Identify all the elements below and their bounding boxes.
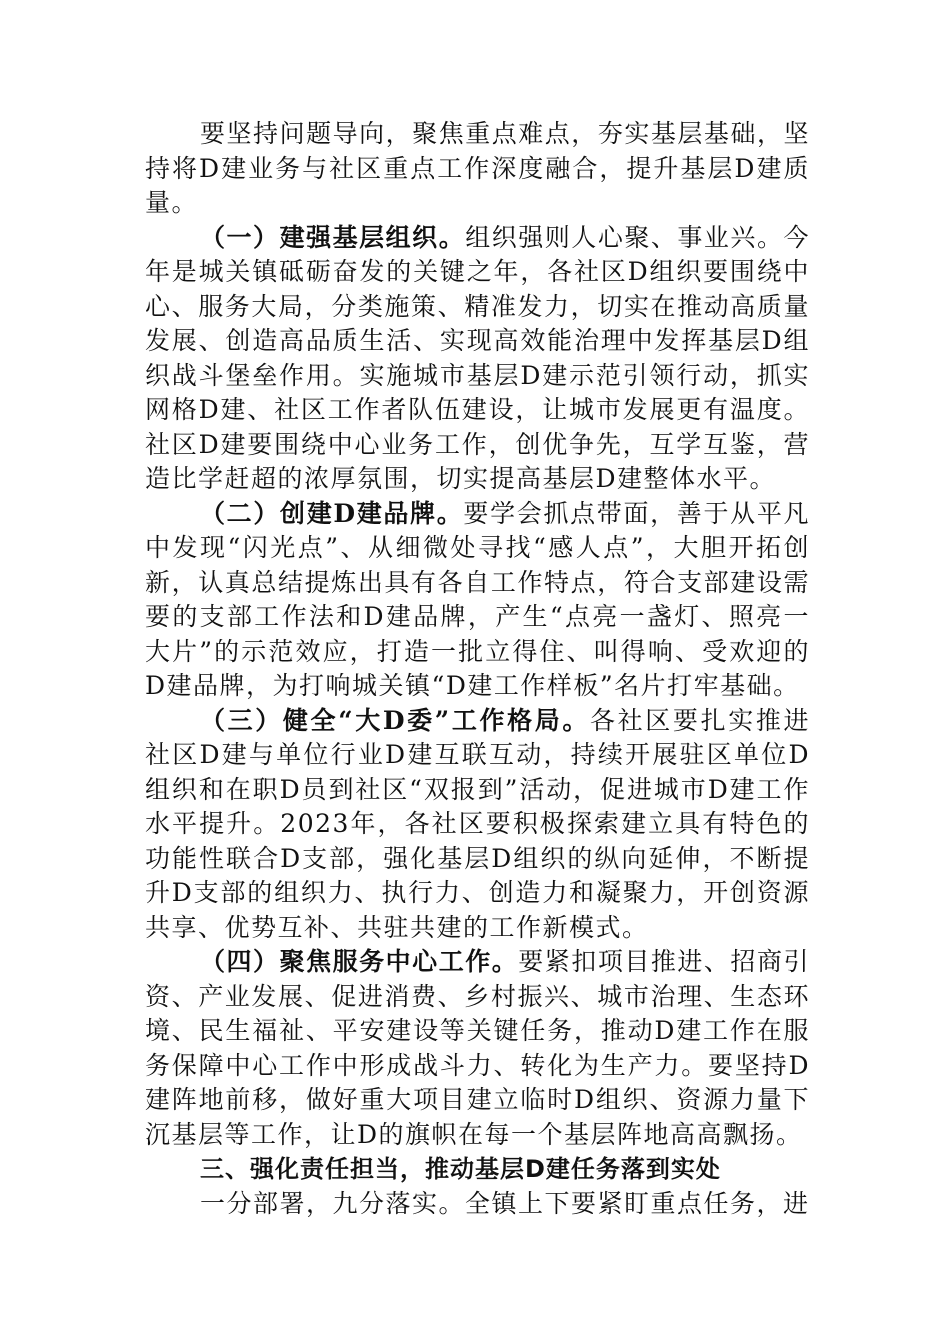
document-body <box>145 117 810 1221</box>
section-lead-1: （一）建强基层组织。 <box>200 222 466 252</box>
closing-paragraph <box>145 1187 810 1222</box>
section-lead-3: （三）健全“大D委”工作格局。 <box>200 705 591 735</box>
section-lead-2: （二）创建D建品牌。 <box>200 498 464 528</box>
section-paragraph-2 <box>145 497 810 704</box>
section-heading: 三、强化责任担当，推动基层D建任务落到实处 <box>200 1155 721 1183</box>
section-body-3: 各社区要扎实推进社区D建与单位行业D建互联互动，持续开展驻区单位D组织和在职D员到社区“双报到”活动，促进城市D建工作水平提升。2023年，各社区要积极探索建立具有特色的功能性联合D支部，强化基层D组织的纵向延伸，不断提升D支部的组织力、执行力、创造力和凝聚力，开创资源共享、优势互补、共驻共建的工作新模式。 <box>145 705 810 942</box>
intro-text: 要坚持问题导向，聚焦重点难点，夯实基层基础，坚持将D建业务与社区重点工作深度融合，提升基层D建质量。 <box>145 119 810 217</box>
section-paragraph-3 <box>145 704 810 946</box>
section-body-2: 要学会抓点带面，善于从平凡中发现“闪光点”、从细微处寻找“感人点”，大胆开拓创新，认真总结提炼出具有各自工作特点，符合支部建设需要的支部工作法和D建品牌，产生“点亮一盏灯、照亮一大片”的示范效应，打造一批立得住、叫得响、受欢迎的D建品牌，为打响城关镇“D建工作样板”名片打牢基础。 <box>145 498 810 700</box>
section-body-4: 要紧扣项目推进、招商引资、产业发展、促进消费、乡村振兴、城市治理、生态环境、民生福祉、平安建设等关键任务，推动D建工作在服务保障中心工作中形成战斗力、转化为生产力。要坚持D建阵地前移，做好重大项目建立临时D组织、资源力量下沉基层等工作，让D的旗帜在每一个基层阵地高高飘扬。 <box>145 947 810 1149</box>
intro-paragraph <box>145 117 810 221</box>
section-paragraph-4 <box>145 945 810 1152</box>
section-body-1: 组织强则人心聚、事业兴。今年是城关镇砥砺奋发的关键之年，各社区D组织要围绕中心、服务大局，分类施策、精准发力，切实在推动高质量发展、创造高品质生活、实现高效能治理中发挥基层D组织战斗堡垒作用。实施城市基层D建示范引领行动，抓实网格D建、社区工作者队伍建设，让城市发展更有温度。社区D建要围绕中心业务工作，创优争先，互学互鉴，营造比学赶超的浓厚氛围，切实提高基层D建整体水平。 <box>145 222 810 493</box>
section-lead-4: （四）聚焦服务中心工作。 <box>200 947 519 976</box>
section-paragraph-1 <box>145 221 810 497</box>
closing-text: 一分部署，九分落实。全镇上下要紧盯重点任务，进 <box>200 1188 810 1218</box>
